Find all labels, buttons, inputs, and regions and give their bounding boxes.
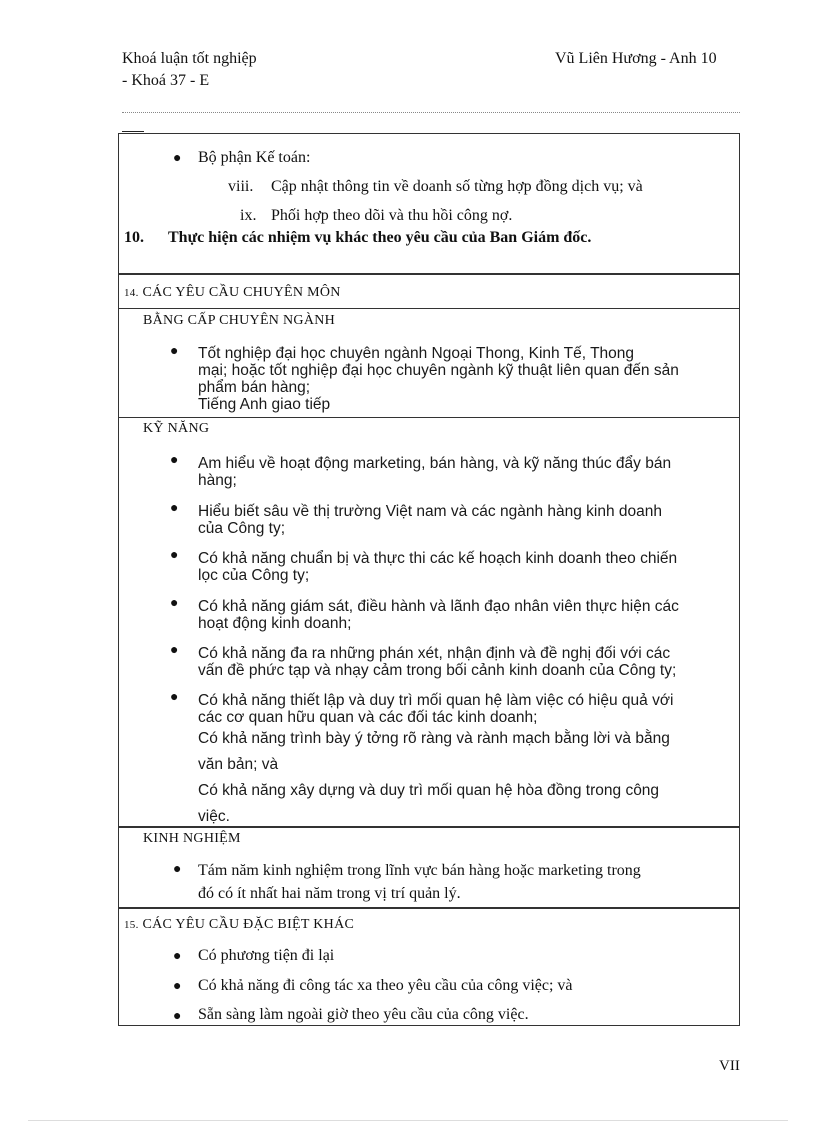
- bullet-icon: ●: [173, 862, 182, 877]
- duty-item-text: Cập nhật thông tin về doanh số từng hợp đồng dịch vụ; và: [271, 178, 643, 195]
- text-line: phẩm bán hàng;: [198, 379, 311, 396]
- text-line: mại; hoặc tốt nghiệp đại học chuyên ngành kỹ thuật liên quan đến sản: [198, 362, 679, 379]
- page-bottom-edge: [28, 1120, 788, 1121]
- section-14-box: [118, 274, 740, 827]
- text-line: vấn đề phức tạp và nhạy cảm trong bối cảnh kinh doanh của Công ty;: [198, 662, 677, 679]
- row-divider: [119, 308, 739, 309]
- skill-item: [198, 550, 677, 584]
- bullet-icon: ●: [170, 596, 179, 611]
- bullet-icon: ●: [170, 453, 179, 468]
- bullet-icon: ●: [170, 501, 179, 516]
- special-requirement: Sẵn sàng làm ngoài giờ theo yêu cầu của công việc.: [198, 1006, 529, 1023]
- duty-item-number: viii.: [228, 178, 254, 195]
- skill-extra: [198, 726, 670, 778]
- skills-heading: KỸ NĂNG: [143, 421, 210, 436]
- degree-requirement: [198, 345, 679, 413]
- skill-item: [198, 645, 676, 679]
- duty-item-number: ix.: [240, 207, 257, 224]
- skill-item: [198, 598, 679, 632]
- experience-heading: KINH NGHIỆM: [143, 831, 241, 846]
- text-line: Tiếng Anh giao tiếp: [198, 396, 331, 413]
- duty-accounting-heading: Bộ phận Kế toán:: [198, 149, 311, 166]
- bullet-icon: ●: [173, 979, 182, 994]
- bullet-icon: ●: [173, 949, 182, 964]
- skill-extra: [198, 778, 659, 830]
- section-heading: CÁC YÊU CẦU CHUYÊN MÔN: [142, 285, 341, 300]
- special-requirement: Có khả năng đi công tác xa theo yêu cầu của công việc; và: [198, 977, 573, 994]
- text-line: Có khả năng thiết lập và duy trì mối quan hệ làm việc có hiệu quả với: [198, 692, 674, 709]
- bullet-icon: ●: [170, 690, 179, 705]
- duties-box: [118, 133, 740, 274]
- text-line: Có khả năng chuẩn bị và thực thi các kế hoạch kinh doanh theo chiến: [198, 550, 678, 567]
- skill-item: [198, 692, 673, 726]
- text-line: Am hiểu về hoạt động marketing, bán hàng, và kỹ năng thúc đẩy bán: [198, 455, 672, 472]
- text-line: văn bản; và: [198, 756, 279, 773]
- header-course: - Khoá 37 - E: [122, 72, 210, 89]
- header-thesis-title: Khoá luận tốt nghiệp: [122, 50, 257, 67]
- special-requirement: Có phương tiện đi lại: [198, 947, 335, 964]
- duty-item-text: Thực hiện các nhiệm vụ khác theo yêu cầu của Ban Giám đốc.: [168, 229, 592, 246]
- text-line: Có khả năng trình bày ý tởng rõ ràng và rành mạch bằng lời và bằng: [198, 730, 670, 747]
- text-line: Hiểu biết sâu về thị trường Việt nam và các ngành hàng kinh doanh: [198, 503, 663, 520]
- bullet-icon: ●: [170, 548, 179, 563]
- text-line: đó có ít nhất hai năm trong vị trí quản lý.: [198, 885, 461, 902]
- skill-item: [198, 455, 671, 489]
- bullet-icon: ●: [173, 1009, 182, 1024]
- header-divider: [122, 112, 740, 113]
- text-line: Tám năm kinh nghiệm trong lĩnh vực bán hàng hoặc marketing trong: [198, 862, 641, 879]
- text-line: Có khả năng xây dựng và duy trì mối quan hệ hòa đồng trong công: [198, 782, 660, 799]
- section-15-box: [118, 908, 740, 1026]
- text-line: Có khả năng giám sát, điều hành và lãnh đạo nhân viên thực hiện các: [198, 598, 679, 615]
- bullet-icon: ●: [170, 643, 179, 658]
- skill-item: [198, 503, 662, 537]
- page-number: VII: [719, 1058, 740, 1074]
- text-line: lọc của Công ty;: [198, 567, 310, 584]
- experience-requirement: [198, 859, 641, 905]
- header-left: [122, 48, 257, 92]
- text-line: Có khả năng đa ra những phán xét, nhận định và đề nghị đối với các: [198, 645, 671, 662]
- experience-box: [118, 827, 740, 908]
- text-line: các cơ quan hữu quan và các đối tác kinh doanh;: [198, 709, 538, 726]
- section-title: [124, 916, 354, 934]
- row-divider: [119, 417, 739, 418]
- section-number: 14.: [124, 287, 139, 299]
- duty-item-text: Phối hợp theo dõi và thu hồi công nợ.: [271, 207, 513, 224]
- bullet-icon: ●: [173, 151, 182, 166]
- header-author: Vũ Liên Hương - Anh 10: [555, 50, 717, 67]
- bullet-icon: ●: [170, 344, 179, 359]
- text-line: của Công ty;: [198, 520, 286, 537]
- text-line: việc.: [198, 808, 230, 825]
- section-heading: CÁC YÊU CẦU ĐẶC BIỆT KHÁC: [142, 917, 355, 932]
- text-line: hoạt động kinh doanh;: [198, 615, 352, 632]
- text-line: Tốt nghiệp đại học chuyên ngành Ngoại Thong, Kinh Tế, Thong: [198, 345, 635, 362]
- section-number: 15.: [124, 919, 139, 931]
- text-line: hàng;: [198, 472, 237, 489]
- section-title: [124, 284, 341, 302]
- degree-heading: BẰNG CẤP CHUYÊN NGÀNH: [143, 313, 336, 328]
- duty-item-number: 10.: [124, 229, 144, 246]
- header-tick-mark: [122, 131, 144, 132]
